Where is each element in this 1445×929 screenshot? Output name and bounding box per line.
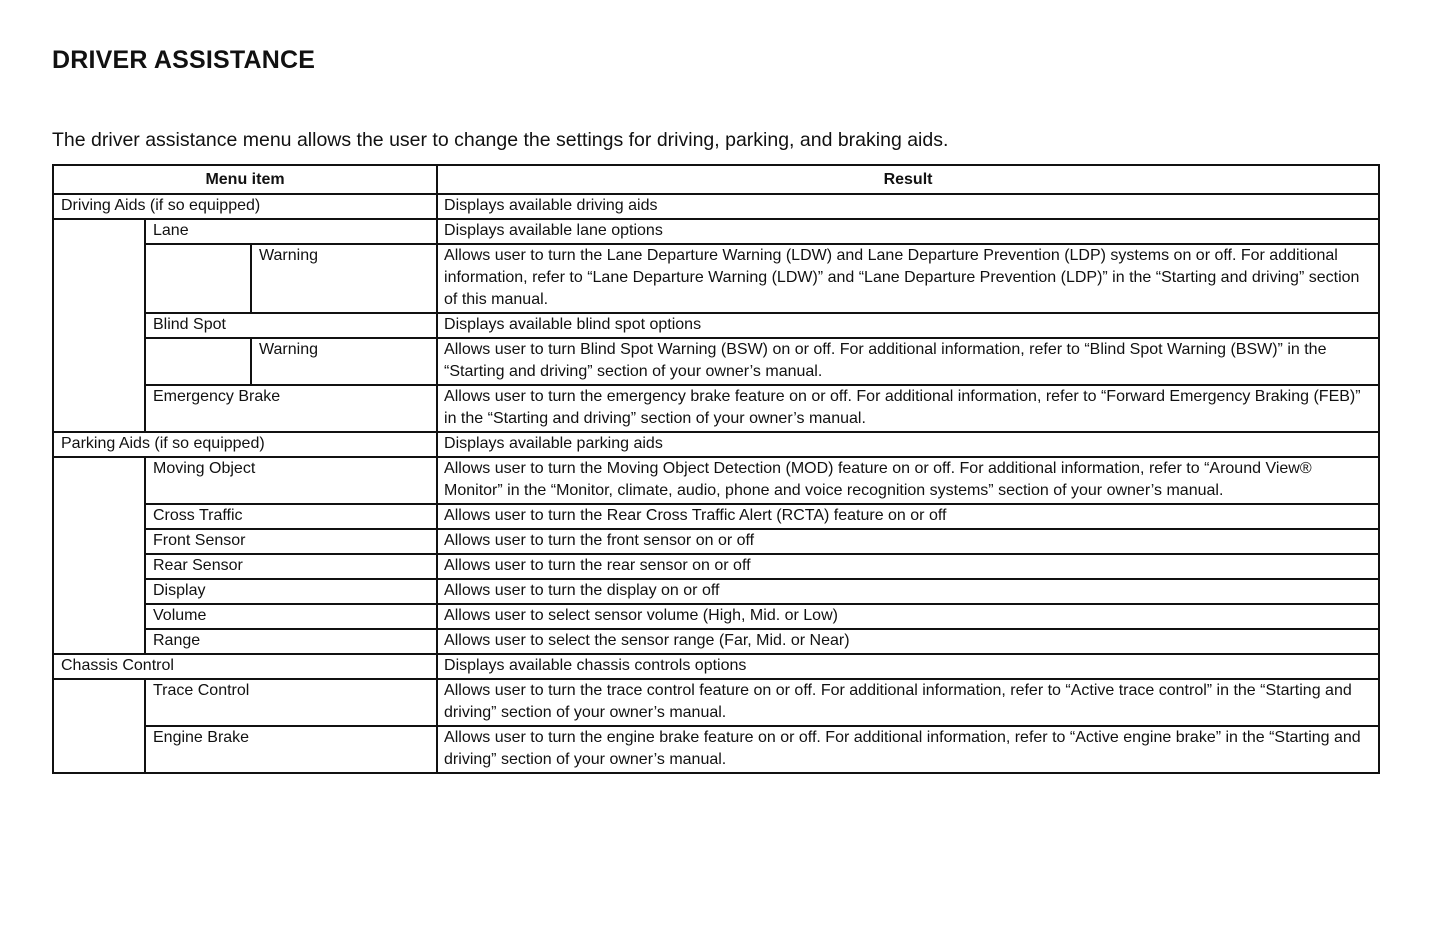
result-text: Allows user to turn Blind Spot Warning (BSW) on or off. For additional information, refer to “Blind Spot Warning (BSW)” in the “Starting and driving” section of your owner’s manual. — [437, 338, 1379, 385]
table-row — [53, 194, 1379, 219]
table-row — [53, 338, 1379, 385]
table-row — [53, 679, 1379, 726]
table-header-row — [53, 165, 1379, 194]
table-row — [53, 504, 1379, 529]
intro-paragraph: The driver assistance menu allows the user to change the settings for driving, parking, and braking aids. — [52, 129, 949, 151]
menu-item-label: Emergency Brake — [145, 385, 437, 432]
menu-item-label: Range — [145, 629, 437, 654]
result-text: Allows user to turn the emergency brake feature on or off. For additional information, refer to “Forward Emergency Braking (FEB)” in the “Starting and driving” section of your owner’s manual. — [437, 385, 1379, 432]
driver-assistance-table — [52, 164, 1380, 774]
table-row — [53, 726, 1379, 773]
menu-item-label: Parking Aids (if so equipped) — [53, 432, 437, 457]
table-row — [53, 219, 1379, 244]
indent-cell — [53, 457, 145, 654]
result-text: Displays available chassis controls options — [437, 654, 1379, 679]
indent-cell — [53, 219, 145, 432]
menu-item-label: Moving Object — [145, 457, 437, 504]
result-text: Allows user to turn the front sensor on or off — [437, 529, 1379, 554]
header-menu-item: Menu item — [53, 165, 437, 194]
result-text: Allows user to turn the Moving Object Detection (MOD) feature on or off. For additional information, refer to “Around View® Monitor” in the “Monitor, climate, audio, phone and voice recognition systems” section of your owner’s manual. — [437, 457, 1379, 504]
menu-item-label: Warning — [251, 244, 437, 313]
result-text: Allows user to turn the Rear Cross Traffic Alert (RCTA) feature on or off — [437, 504, 1379, 529]
table-row — [53, 457, 1379, 504]
menu-item-label: Driving Aids (if so equipped) — [53, 194, 437, 219]
result-text: Allows user to select sensor volume (High, Mid. or Low) — [437, 604, 1379, 629]
menu-item-label: Front Sensor — [145, 529, 437, 554]
menu-item-label: Blind Spot — [145, 313, 437, 338]
menu-item-label: Cross Traffic — [145, 504, 437, 529]
result-text: Allows user to select the sensor range (Far, Mid. or Near) — [437, 629, 1379, 654]
indent-cell — [53, 679, 145, 773]
table-row — [53, 432, 1379, 457]
result-text: Displays available lane options — [437, 219, 1379, 244]
result-text: Displays available blind spot options — [437, 313, 1379, 338]
table-row — [53, 654, 1379, 679]
menu-item-label: Engine Brake — [145, 726, 437, 773]
table-row — [53, 604, 1379, 629]
table-row — [53, 313, 1379, 338]
page-title: DRIVER ASSISTANCE — [52, 46, 316, 74]
table-row — [53, 244, 1379, 313]
table-row — [53, 579, 1379, 604]
menu-item-label: Lane — [145, 219, 437, 244]
menu-item-label: Trace Control — [145, 679, 437, 726]
menu-item-label: Chassis Control — [53, 654, 437, 679]
menu-item-label: Volume — [145, 604, 437, 629]
header-result: Result — [437, 165, 1379, 194]
result-text: Allows user to turn the engine brake feature on or off. For additional information, refer to “Active engine brake” in the “Starting and driving” section of your owner’s manual. — [437, 726, 1379, 773]
result-text: Displays available driving aids — [437, 194, 1379, 219]
menu-item-label: Rear Sensor — [145, 554, 437, 579]
result-text: Allows user to turn the rear sensor on or off — [437, 554, 1379, 579]
menu-item-label: Display — [145, 579, 437, 604]
menu-item-label: Warning — [251, 338, 437, 385]
indent-cell — [145, 244, 251, 313]
table-row — [53, 529, 1379, 554]
result-text: Allows user to turn the display on or off — [437, 579, 1379, 604]
table-row — [53, 385, 1379, 432]
result-text: Displays available parking aids — [437, 432, 1379, 457]
result-text: Allows user to turn the trace control feature on or off. For additional information, refer to “Active trace control” in the “Starting and driving” section of your owner’s manual. — [437, 679, 1379, 726]
table-row — [53, 629, 1379, 654]
table-row — [53, 554, 1379, 579]
result-text: Allows user to turn the Lane Departure Warning (LDW) and Lane Departure Prevention (LDP) systems on or off. For additional information, refer to “Lane Departure Warning (LDW)” and “Lane Departure Prevention (LDP)” in the “Starting and driving” section of this manual. — [437, 244, 1379, 313]
indent-cell — [145, 338, 251, 385]
